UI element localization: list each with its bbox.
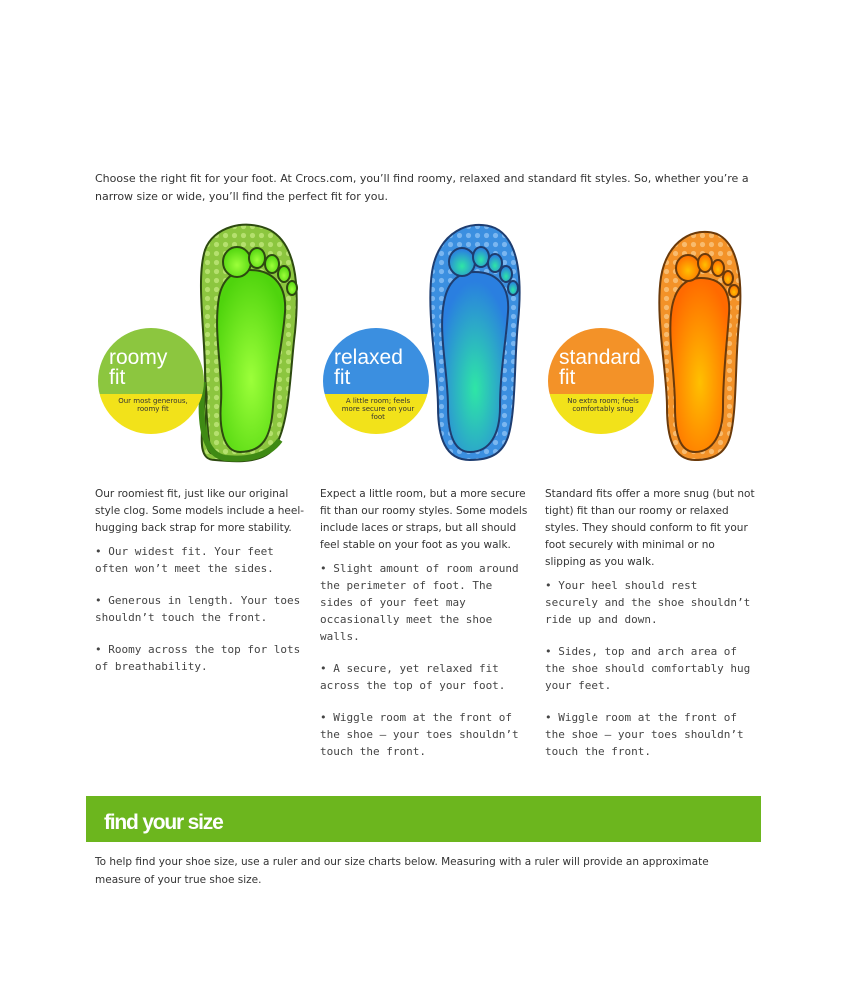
standard-fit-figure [545,222,755,467]
standard-fit-column [545,486,755,775]
size-instructions-text: To help find your shoe size, use a ruler and our size charts below. Measuring with a ruler will provide an approximate measure of your true shoe size. [95,856,709,886]
relaxed-badge-subtitle: fit [334,366,351,389]
relaxed-fit-description: Expect a little room, but a more secure fit than our roomy styles. Some models include laces or straps, but all should feel stable on your foot as you walk. [320,488,528,551]
relaxed-fit-figure [320,222,530,467]
list-item: • Generous in length. Your toes shouldn’t touch the front. [95,594,301,624]
roomy-fit-column [95,486,305,690]
relaxed-fit-badge [323,328,429,434]
standard-badge-title: standard [559,346,641,369]
list-item: • Wiggle room at the front of the shoe – your toes shouldn’t touch the front. [545,711,744,758]
list-item: • Our widest fit. Your feet often won’t meet the sides. [95,545,274,575]
find-your-size-banner [86,796,761,842]
relaxed-fit-column [320,486,530,775]
roomy-fit-description: Our roomiest fit, just like our original style clog. Some models include a heel-hugging back strap for more stability. [95,488,305,534]
list-item: • Wiggle room at the front of the shoe – your toes shouldn’t touch the front. [320,711,519,758]
standard-fit-badge [548,328,654,434]
intro-text: Choose the right fit for your foot. At Crocs.com, you’ll find roomy, relaxed and standard fit styles. So, whether you’re a narrow size or wide, you’ll find the perfect fit for you. [95,172,749,203]
relaxed-badge-title: relaxed [334,346,403,369]
roomy-fit-badge [98,328,204,434]
list-item: • Your heel should rest securely and the shoe shouldn’t ride up and down. [545,579,751,626]
roomy-badge-note: Our most generous, roomy fit [118,397,188,413]
list-item: • A secure, yet relaxed fit across the top of your foot. [320,662,506,692]
banner-title: find your size [104,811,223,834]
roomy-badge-subtitle: fit [109,366,126,389]
standard-badge-note: No extra room; feels comfortably snug [567,397,639,413]
roomy-badge-title: roomy [109,346,168,369]
list-item: • Slight amount of room around the perimeter of foot. The sides of your feet may occasionally meet the shoe walls. [320,562,519,643]
standard-fit-description: Standard fits offer a more snug (but not tight) fit than our roomy or relaxed styles. They should conform to fit your foot securely with minimal or no slipping as you walk. [545,488,755,568]
roomy-fit-figure [95,222,305,467]
relaxed-badge-note: A little room; feels more secure on your foot [341,397,415,421]
standard-badge-subtitle: fit [559,366,576,389]
list-item: • Roomy across the top for lots of breathability. [95,643,301,673]
list-item: • Sides, top and arch area of the shoe should comfortably hug your feet. [545,645,751,692]
